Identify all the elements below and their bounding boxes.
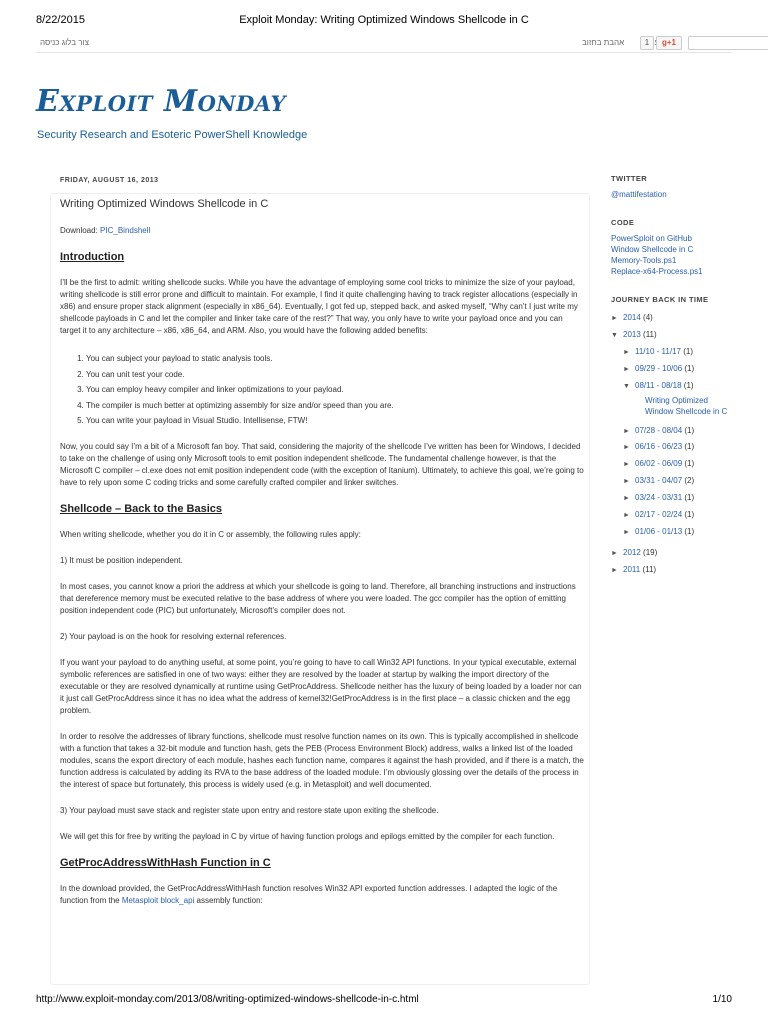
caret-right-icon[interactable]: ► — [611, 566, 618, 574]
caret-right-icon[interactable]: ► — [623, 478, 630, 486]
twitter-title: TWITTER — [611, 174, 648, 183]
paragraph: In order to resolve the addresses of library functions, shellcode must resolve function names on its own. This is typically accomplished in shellcode with a function that takes a 32-bit module and function hash, gets the PEB (Process Environment Block) address, walks a linked list of the loaded modules, scans the export directory of each module, hashes each function name, compares it against the hash provided, and if there is a match, the function address is calculated by adding its RVA to the base address of the loaded module. I’m obviously glossing over the details of the process in the interest of space but fortunately, this process is widely used (e.g. in Metasploit) and well documented. — [60, 731, 584, 789]
caret-right-icon[interactable]: ► — [623, 444, 630, 452]
archive-range[interactable] — [611, 524, 733, 541]
archive-count: (1) — [684, 459, 695, 469]
rule-2: 2) Your payload is on the hook for resolving external references. — [60, 631, 287, 641]
archive-range-label[interactable]: 06/16 - 06/23 — [635, 442, 683, 452]
caret-right-icon[interactable]: ► — [623, 365, 630, 373]
code-link[interactable]: Replace-x64-Process.ps1 — [611, 267, 703, 276]
list-item: 4. The compiler is much better at optimizing assembly for size and/or speed than you are. — [86, 398, 585, 414]
archive-count: (11) — [643, 329, 657, 339]
archive-count: (1) — [683, 346, 693, 356]
caret-right-icon[interactable]: ► — [611, 315, 618, 322]
archive-post-link[interactable]: Writing Optimized Window Shellcode in C — [645, 395, 728, 416]
caret-right-icon[interactable]: ► — [623, 461, 630, 469]
list-item: 3. You can employ heavy compiler and linker optimizations to your payload. — [86, 382, 585, 398]
archive-range-label[interactable]: 09/29 - 10/06 — [635, 363, 683, 373]
paragraph — [60, 883, 585, 907]
archive-range-label[interactable]: 03/31 - 04/07 — [635, 476, 683, 486]
archive-range[interactable] — [611, 361, 733, 378]
heading-shellcode-basics: Shellcode – Back to the Basics — [60, 502, 223, 515]
blogger-navbar — [36, 34, 732, 53]
archive-range[interactable] — [611, 456, 733, 473]
post-date: FRIDAY, AUGUST 16, 2013 — [60, 177, 159, 184]
print-page-number: 1/10 — [712, 994, 732, 1005]
code-link[interactable]: Memory-Tools.ps1 — [611, 256, 677, 265]
plusone-count: 1 — [640, 36, 654, 50]
archive-year-label[interactable]: 2014 — [623, 313, 641, 322]
archive-year-label[interactable]: 2012 — [623, 547, 641, 557]
heading-introduction: Introduction — [60, 251, 125, 263]
archive-range-label[interactable]: 03/24 - 03/31 — [635, 493, 683, 503]
rule-1: 1) It must be position independent. — [60, 555, 183, 565]
journey-title: JOURNEY BACK IN TIME — [611, 295, 709, 304]
list-item: 1. You can subject your payload to static analysis tools. — [86, 351, 585, 367]
code-links — [611, 233, 733, 277]
p8-text: In the download provided, the GetProcAddressWithHash function resolves Win32 API exported function addresses. I adapted the logic of the function from the — [60, 883, 558, 905]
navbar-signin-link[interactable]: צור בלוג כניסה — [40, 38, 89, 47]
archive-count: (4) — [643, 313, 653, 322]
list-item: 5. You can write your payload in Visual Studio. Intellisense, FTW! — [86, 413, 585, 429]
paragraph: In most cases, you cannot know a priori the address at which your shellcode is going to land. Therefore, all branching instructions and instructions that dereference memory must be executed relative to the base address of where you were loaded. The gcc compiler has the option of emitting position independent code (PIC) but unfortunately, Microsoft’s compiler does not. — [60, 581, 576, 615]
archive-range-label[interactable]: 02/17 - 02/24 — [635, 510, 683, 520]
archive-range-label[interactable]: 11/10 - 11/17 — [635, 346, 681, 356]
caret-down-icon[interactable]: ▼ — [611, 331, 618, 339]
list-item: 2. You can unit test your code. — [86, 367, 585, 383]
caret-right-icon[interactable]: ► — [623, 528, 630, 536]
archive-range-open[interactable] — [611, 378, 733, 395]
paragraph: If you want your payload to do anything useful, at some point, you’re going to have to call Win32 API functions. In your typical executable, external symbolic references are satisfied in one of two ways: either they are resolved by the loader at startup by walking the import directory of the executable or they are resolved dynamically at runtime using GetProcAddress. Shellcode neither has the luxury of being loaded by a loader nor can it just call GetProcAddress since it has no idea what the address of kernel32!GetProcAddress is in the first place – a classic chicken and the egg problem. — [60, 657, 582, 715]
archive-range[interactable] — [611, 507, 733, 524]
archive-count: (2) — [684, 476, 695, 486]
archive-count: (1) — [684, 526, 695, 536]
archive-range[interactable] — [611, 423, 733, 440]
code-link[interactable]: Window Shellcode in C — [611, 245, 694, 254]
archive-year[interactable] — [611, 310, 733, 327]
blog-title[interactable]: Exploit Monday — [36, 84, 287, 119]
benefits-list — [60, 351, 585, 429]
archive-range-label[interactable]: 08/11 - 08/18 — [635, 380, 682, 390]
navbar-next-blog-link[interactable]: אהבת בחזוב — [582, 38, 625, 47]
caret-down-icon[interactable]: ▼ — [623, 382, 630, 390]
print-url: http://www.exploit-monday.com/2013/08/writing-optimized-windows-shellcode-in-c.html — [36, 994, 419, 1005]
archive-range[interactable] — [611, 473, 733, 490]
code-title: CODE — [611, 218, 635, 227]
heading-getprocaddress: GetProcAddressWithHash Function in C — [60, 856, 271, 869]
post-title[interactable]: Writing Optimized Windows Shellcode in C — [60, 198, 269, 210]
download-label: Download: — [60, 226, 98, 235]
archive-count: (1) — [684, 493, 695, 503]
archive-range-label[interactable]: 06/02 - 06/09 — [635, 459, 683, 469]
archive-year-label[interactable]: 2011 — [623, 564, 641, 574]
archive-range[interactable] — [611, 344, 733, 361]
twitter-link[interactable]: @mattifestation — [611, 190, 667, 199]
caret-right-icon[interactable]: ► — [623, 348, 630, 356]
p8-end: assembly function: — [194, 895, 263, 905]
archive-count: (11) — [642, 564, 657, 574]
paragraph: When writing shellcode, whether you do it in C or assembly, the following rules apply: — [60, 529, 361, 539]
archive-count: (1) — [684, 442, 695, 452]
archive-count: (1) — [684, 363, 695, 373]
sidebar — [611, 174, 733, 579]
paragraph: I’ll be the first to admit: writing shellcode sucks. While you have the advantage of employing some cool tricks to minimize the size of your payload, writing shellcode is still error prone and difficult to maintain. For example, I find it quite challenging having to track register allocations (especially in x86) and ensure proper stack alignment (especially in x86_64). Eventually, I got fed up, stepped back, and asked myself, “Why can’t I just write my shellcode payloads in C and let the compiler and linker take care of the rest?” That way, you only have to write your payload once and you can target it to any architecture – x86, x86_64, and ARM. Also, you would have the following added benefits: — [60, 278, 578, 335]
metasploit-link[interactable]: Metasploit block_api — [121, 895, 195, 905]
archive-range[interactable] — [611, 439, 733, 456]
archive-year[interactable] — [611, 562, 733, 579]
archive-year[interactable] — [611, 545, 733, 562]
archive-count: (1) — [684, 425, 695, 435]
caret-right-icon[interactable]: ► — [623, 427, 630, 435]
caret-right-icon[interactable]: ► — [623, 512, 630, 520]
gplus-button[interactable]: g+1 — [656, 36, 682, 50]
archive-year-label[interactable]: 2013 — [623, 329, 641, 339]
archive-count: (1) — [684, 510, 695, 520]
archive-range[interactable] — [611, 490, 733, 507]
archive-year[interactable] — [611, 327, 733, 344]
navbar-search-input[interactable] — [688, 36, 768, 50]
archive-tree — [611, 310, 733, 579]
archive-range-label[interactable]: 01/06 - 01/13 — [635, 526, 683, 536]
print-title: Exploit Monday: Writing Optimized Windows Shellcode in C — [239, 14, 529, 26]
rule-3: 3) Your payload must save stack and register state upon entry and restore state upon exiting the shellcode. — [60, 805, 439, 815]
archive-count: (1) — [683, 380, 694, 390]
paragraph: Now, you could say I’m a bit of a Microsoft fan boy. That said, considering the majority of the shellcode I’ve written has been for Windows, I decided to take on the challenge of using only Microsoft tools to emit position independent shellcode. The fundamental challenge however, is that the Microsoft C compiler – cl.exe does not emit position independent code (with the exception of Itanium). Ultimately, to achieve this goal, we’re going to have to rely upon some C coding tricks and some carefully crafted compiler and linker switches. — [60, 441, 584, 487]
caret-right-icon[interactable]: ► — [623, 495, 630, 503]
code-link[interactable]: PowerSploit on GitHub — [611, 234, 692, 243]
paragraph: We will get this for free by writing the payload in C by virtue of having function prologs and epilogs emitted by the compiler for each function. — [60, 831, 555, 841]
post-body — [60, 225, 585, 921]
print-date: 8/22/2015 — [36, 14, 85, 26]
download-line — [60, 225, 585, 237]
caret-right-icon[interactable]: ► — [611, 549, 618, 557]
download-link[interactable]: PIC_Bindshell — [100, 226, 151, 235]
archive-count: (19) — [643, 547, 658, 557]
archive-range-label[interactable]: 07/28 - 08/04 — [635, 425, 683, 435]
blog-tagline: Security Research and Esoteric PowerShell Knowledge — [37, 129, 308, 141]
